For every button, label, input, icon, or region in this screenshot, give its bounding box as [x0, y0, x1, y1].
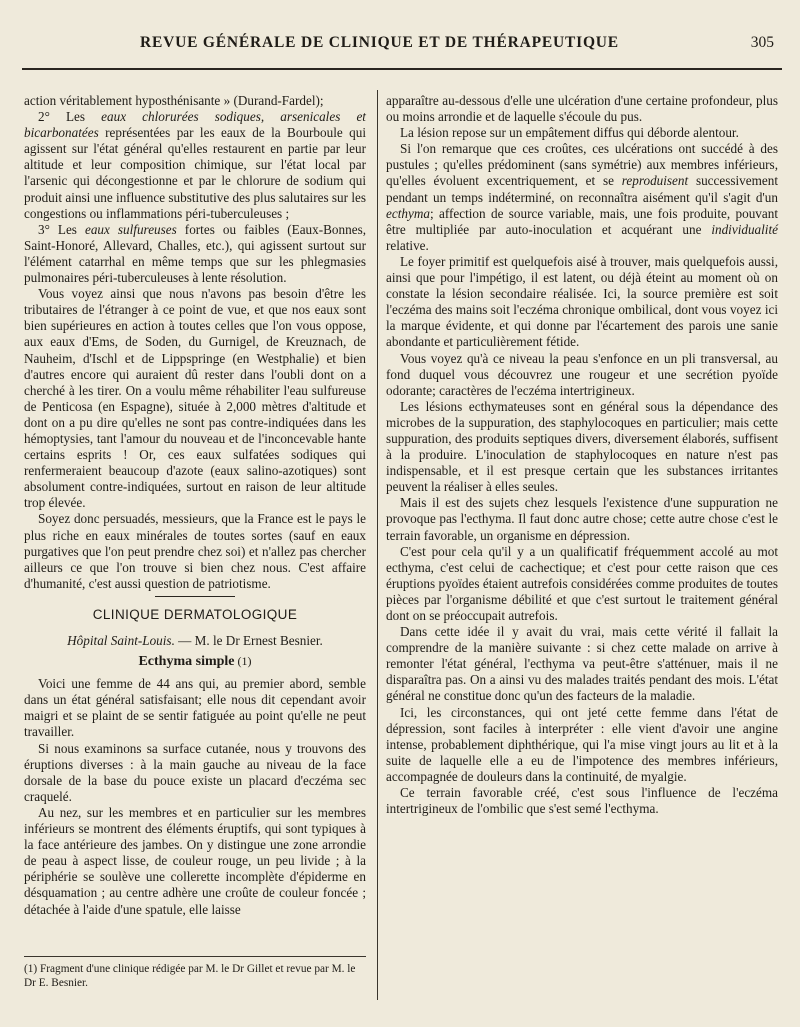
footnote-reference: (1)	[234, 654, 252, 669]
paragraph-text: ; affection de source variable, mais, une fois produite, pouvant être multipliée par auto-inoculation et acquérant une	[386, 205, 778, 237]
running-title: REVUE GÉNÉRALE DE CLINIQUE ET DE THÉRAPEUTIQUE	[140, 34, 619, 51]
section-separator	[155, 596, 235, 597]
paragraph: Voici une femme de 44 ans qui, au premier abord, semble dans un état général satisfaisant; elle nous dit cependant avoir maigri et se plaint de se sentir fatiguée au point qu'elle ne peut travailler.	[24, 676, 366, 740]
paragraph: Vous voyez qu'à ce niveau la peau s'enfonce en un pli transversal, au fond duquel vous découvrez une rougeur et une secrétion pyoïde odorante; caractères de l'eczéma intertrigineux.	[386, 350, 778, 398]
paragraph: Ce terrain favorable créé, c'est sous l'influence de l'eczéma intertrigineux de l'ombilic que s'est semé l'ecthyma.	[386, 785, 778, 817]
paragraph	[386, 141, 778, 254]
paragraph: Si nous examinons sa surface cutanée, nous y trouvons des éruptions diverses : à la main gauche au niveau de la face dorsale de la base du pouce existe un placard d'eczéma sec craquelé.	[24, 740, 366, 804]
right-column	[386, 93, 778, 817]
paragraph	[24, 109, 366, 222]
page-number: 305	[750, 34, 774, 51]
hospital-name: Hôpital Saint-Louis.	[67, 633, 175, 648]
emphasis: individualité	[711, 221, 778, 237]
section-heading: CLINIQUE DERMATOLOGIQUE	[92, 606, 298, 622]
page-header	[0, 34, 800, 64]
header-rule	[22, 68, 782, 70]
hospital-byline	[24, 633, 366, 649]
list-number: 2° Les	[38, 109, 102, 125]
paragraph-text: fortes ou faibles (Eaux-Bonnes, Saint-Honoré, Allevard, Challes, etc.), qui agissent surtout sur l'élément catarrhal en même temps que sur les phlegmasies pulmonaires péri-tuberculeuses à lente résolution.	[24, 221, 366, 286]
paragraph: Dans cette idée il y avait du vrai, mais cette vérité il fallait la comprendre de la manière suivante : si chez cette malade on arrive à remonter l'état général, l'ecthyma va peut-être s'atténuer, mais il ne disparaîtra pas. On a ainsi vu des malades traités pendant des mois. L'état général ne constitue donc qu'un des facteurs de la maladie.	[386, 624, 778, 704]
paragraph: Ici, les circonstances, qui ont jeté cette femme dans l'état de dépression, sont faciles à interpréter : elle vient d'avoir une angine intense, probablement diphthérique, qui l'a mise vingt jours au lit et à la suite de laquelle elle a eu de l'impotence des membres inférieurs, accompagnée de douleurs dans la continuité, de myalgie.	[386, 704, 778, 784]
left-column	[24, 93, 366, 918]
paragraph: C'est pour cela qu'il y a un qualificatif fréquemment accolé au mot ecthyma, c'est celui de cachectique; et c'est pour cette raison que ces éruptions pyoïdes étaient autrefois considérées comme produites de toutes pièces par l'organisme débilité et que c'est surtout le traitement général dont on se préoccupait autrefois.	[386, 543, 778, 623]
emphasis: ecthyma	[386, 205, 430, 221]
lecture-title-text: Ecthyma simple	[138, 654, 235, 670]
paragraph: Mais il est des sujets chez lesquels l'existence d'une suppuration ne provoque pas l'ecthyma. Il faut donc autre chose; cette autre chose c'est le terrain favorable, un organisme en dépression.	[386, 495, 778, 543]
paragraph: Vous voyez ainsi que nous n'avons pas besoin d'être les tributaires de l'étranger à ce point de vue, et que nos eaux sont bien supérieures en action à toutes celles que l'on vous oppose, aux eaux d'Ems, de Soden, du Gurnigel, de Kreuznach, de Nauheim, d'Ischl et de Lippspringe (en Westphalie) et bien d'autres encore qui auraient dû rester dans l'oubli dont on a cherché à les tirer. On a voulu même réhabiliter l'eau sulfureuse de Penticosa (en Espagne), située à 2,000 mètres d'altitude et dont on a pu dire qu'elles ne sont pas contre-indiquées dans les hémoptysies, tant l'amour du nouveau et de l'inconcevable hante certains esprits ! Or, ces eaux sulfatées sodiques qui renfermeraient beaucoup d'azote (eaux salino-azotiques) sont absolument contre-indiquées, surtout en raison de leur altitude trop élevée.	[24, 286, 366, 511]
paragraph-text: successivement pendant un temps indéterminé, on reconnaîtra aisément qu'il s'agit d'un	[386, 173, 778, 205]
emphasis: reproduisent	[621, 173, 689, 189]
paragraph: Soyez donc persuadés, messieurs, que la France est le pays le plus riche en eaux minérales de toutes sortes (sauf en eaux purgatives que l'on peut prendre chez soi) et n'allez pas chercher ailleurs ce que l'on trouve si bien chez nous. C'est affaire d'humanité, c'est aussi question de patriotisme.	[24, 511, 366, 591]
author-name: — M. le Dr Ernest Besnier.	[174, 633, 323, 648]
paragraph-text: Si l'on remarque que ces croûtes, ces ulcérations ont succédé à des pustules ; qu'elles prédominent (sans symétrie) aux membres inférieurs, qu'elles évoluent excentriquement, et se	[386, 141, 778, 189]
footnote: (1) Fragment d'une clinique rédigée par M. le Dr Gillet et revue par M. le Dr E. Besnier.	[24, 963, 356, 989]
paragraph-text: représentées par les eaux de la Bourboule qui agissent sur l'état général qu'elles restaurent en partie par leur altitude et leur composition chimique, sur l'état local par l'arsenic qui décongestionne et par le chlorure de sodium qui produit ainsi une influence substitutive des plus salutaires sur les congestions ou inflammations péri-tuberculeuses ;	[24, 125, 366, 221]
emphasis: eaux sulfureuses	[84, 221, 177, 237]
list-number: 3° Les	[38, 221, 85, 237]
paragraph: action véritablement hyposthénisante » (Durand-Fardel);	[24, 93, 324, 108]
paragraph: La lésion repose sur un empâtement diffus qui déborde alentour.	[400, 125, 739, 141]
column-divider	[377, 90, 378, 1000]
paragraph: Le foyer primitif est quelquefois aisé à trouver, mais quelquefois aussi, ainsi que pour l'impétigo, il est latent, ou déjà éteint au moment où on constate la lésion secondaire réalisée. Ici, la source première est soit l'eczéma des mains soit l'eczéma chronique ombilical, dont vous voyez ici la marque évidente, et qui donne par l'écartement des parois une sanie abondante et particulièrement fétide.	[386, 253, 778, 350]
paragraph	[24, 222, 366, 286]
paragraph-text: relative.	[386, 237, 429, 253]
paragraph: Les lésions ecthymateuses sont en général sous la dépendance des microbes de la suppuration, des staphylocoques en particulier; mais cette suppuration, des produits septiques divers, diversement élaborés, suffisent à la produire. L'inoculation de staphylocoques en nature n'est pas indispensable, et il est presque certain que les substances irritantes peuvent la réaliser à elles seules.	[386, 398, 778, 495]
paragraph: Au nez, sur les membres et en particulier sur les membres inférieurs se montrent des éléments éruptifs, qui sont typiques à la face antérieure des jambes. On y distingue une zone arrondie de peau à aspect lisse, de couleur rouge, un peu livide ; à la périphérie se soulève une collerette incomplète d'épiderme en désquamation ; au centre adhère une croûte de couleur foncée ; détachée à l'aide d'une spatule, elle laisse	[24, 804, 366, 917]
paragraph: apparaître au-dessous d'elle une ulcération d'une certaine profondeur, plus ou moins arrondie et de laquelle s'écoule du pus.	[386, 93, 778, 125]
footnote-rule	[24, 956, 366, 957]
lecture-title	[24, 653, 366, 670]
emphasis: eaux chlorurées sodiques, arsenicales et bicarbonatées	[24, 109, 366, 141]
